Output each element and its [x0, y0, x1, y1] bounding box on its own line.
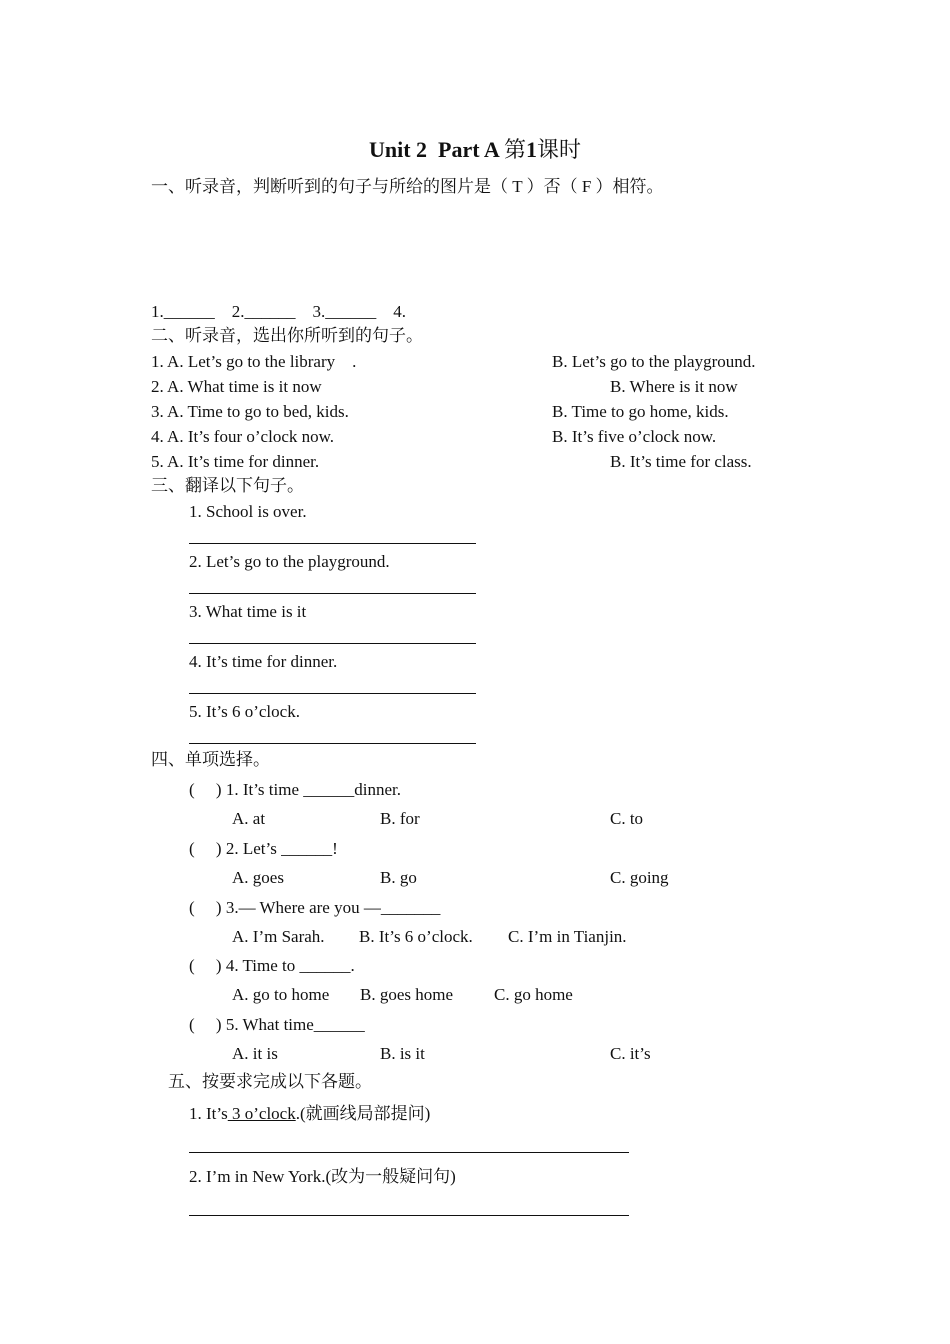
- s4-q2-option-c[interactable]: C. going: [610, 868, 669, 887]
- s4-q1-option-b[interactable]: B. for: [380, 809, 420, 828]
- s4-q1-stem: ( ) 1. It’s time ______dinner.: [189, 780, 402, 799]
- s4-q5-option-c[interactable]: C. it’s: [610, 1044, 651, 1063]
- s3-sentence-3: 3. What time is it: [189, 602, 307, 621]
- s3-sentence-1: 1. School is over.: [189, 502, 307, 521]
- s4-q1-option-c[interactable]: C. to: [610, 809, 644, 828]
- s3-answer-line-3[interactable]: [189, 643, 476, 644]
- s2-item-2-option-b: B. Where is it now: [610, 377, 738, 396]
- s2-item-2-option-a: 2. A. What time is it now: [151, 377, 322, 396]
- s2-item-4-option-b: B. It’s five o’clock now.: [552, 427, 717, 446]
- s4-q2-option-b[interactable]: B. go: [380, 868, 417, 887]
- s3-sentence-2: 2. Let’s go to the playground.: [189, 552, 390, 571]
- s2-item-5-option-a: 5. A. It’s time for dinner.: [151, 452, 320, 471]
- s4-q3-option-a[interactable]: A. I’m Sarah.: [232, 927, 325, 946]
- s3-answer-line-5[interactable]: [189, 743, 476, 744]
- s2-item-3-option-a: 3. A. Time to go to bed, kids.: [151, 402, 349, 421]
- s4-q4-stem: ( ) 4. Time to ______.: [189, 956, 355, 975]
- s5-answer-line-2[interactable]: [189, 1215, 629, 1216]
- s4-q4-option-a[interactable]: A. go to home: [232, 985, 330, 1004]
- s4-q3-option-b[interactable]: B. It’s 6 o’clock.: [359, 927, 473, 946]
- s4-q4-option-c[interactable]: C. go home: [494, 985, 573, 1004]
- s4-q5-option-b[interactable]: B. is it: [380, 1044, 425, 1063]
- section-5-heading: 五、按要求完成以下各题。: [168, 1072, 372, 1091]
- s4-q3-option-c[interactable]: C. I’m in Tianjin.: [508, 927, 627, 946]
- s4-q3-stem: ( ) 3.— Where are you —_______: [189, 898, 441, 917]
- s3-answer-line-2[interactable]: [189, 593, 476, 594]
- s4-q2-stem: ( ) 2. Let’s ______!: [189, 839, 338, 858]
- s4-q5-option-a[interactable]: A. it is: [232, 1044, 278, 1063]
- s4-q1-option-a[interactable]: A. at: [232, 809, 266, 828]
- s2-item-4-option-a: 4. A. It’s four o’clock now.: [151, 427, 335, 446]
- s2-item-1-option-a: 1. A. Let’s go to the library .: [151, 352, 357, 371]
- section-1-heading: 一、听录音，判断听到的句子与所给的图片是（ T ）否（ F ）相符。: [151, 177, 664, 196]
- page-title: Unit 2 Part A 第1课时: [368, 137, 582, 162]
- s2-item-5-option-b: B. It’s time for class.: [610, 452, 752, 471]
- s3-answer-line-4[interactable]: [189, 693, 476, 694]
- s2-item-1-option-b: B. Let’s go to the playground.: [552, 352, 756, 371]
- s3-sentence-5: 5. It’s 6 o’clock.: [189, 702, 300, 721]
- s5-q1: 1. It’s 3 o’clock.(就画线局部提问): [189, 1104, 431, 1123]
- s5-answer-line-1[interactable]: [189, 1152, 629, 1153]
- s3-answer-line-1[interactable]: [189, 543, 476, 544]
- s5-q2: 2. I’m in New York.(改为一般疑问句): [189, 1167, 456, 1186]
- section-4-heading: 四、单项选择。: [151, 750, 270, 769]
- section-3-heading: 三、翻译以下句子。: [151, 476, 304, 495]
- section-1-answer-row: 1.______ 2.______ 3.______ 4.: [151, 302, 406, 321]
- s2-item-3-option-b: B. Time to go home, kids.: [552, 402, 729, 421]
- s4-q4-option-b[interactable]: B. goes home: [360, 985, 454, 1004]
- s5-q1-underlined-phrase: 3 o’clock: [227, 1104, 296, 1123]
- s4-q2-option-a[interactable]: A. goes: [232, 868, 284, 887]
- s4-q5-stem: ( ) 5. What time______: [189, 1015, 365, 1034]
- section-2-heading: 二、听录音，选出你所听到的句子。: [151, 326, 423, 345]
- s3-sentence-4: 4. It’s time for dinner.: [189, 652, 338, 671]
